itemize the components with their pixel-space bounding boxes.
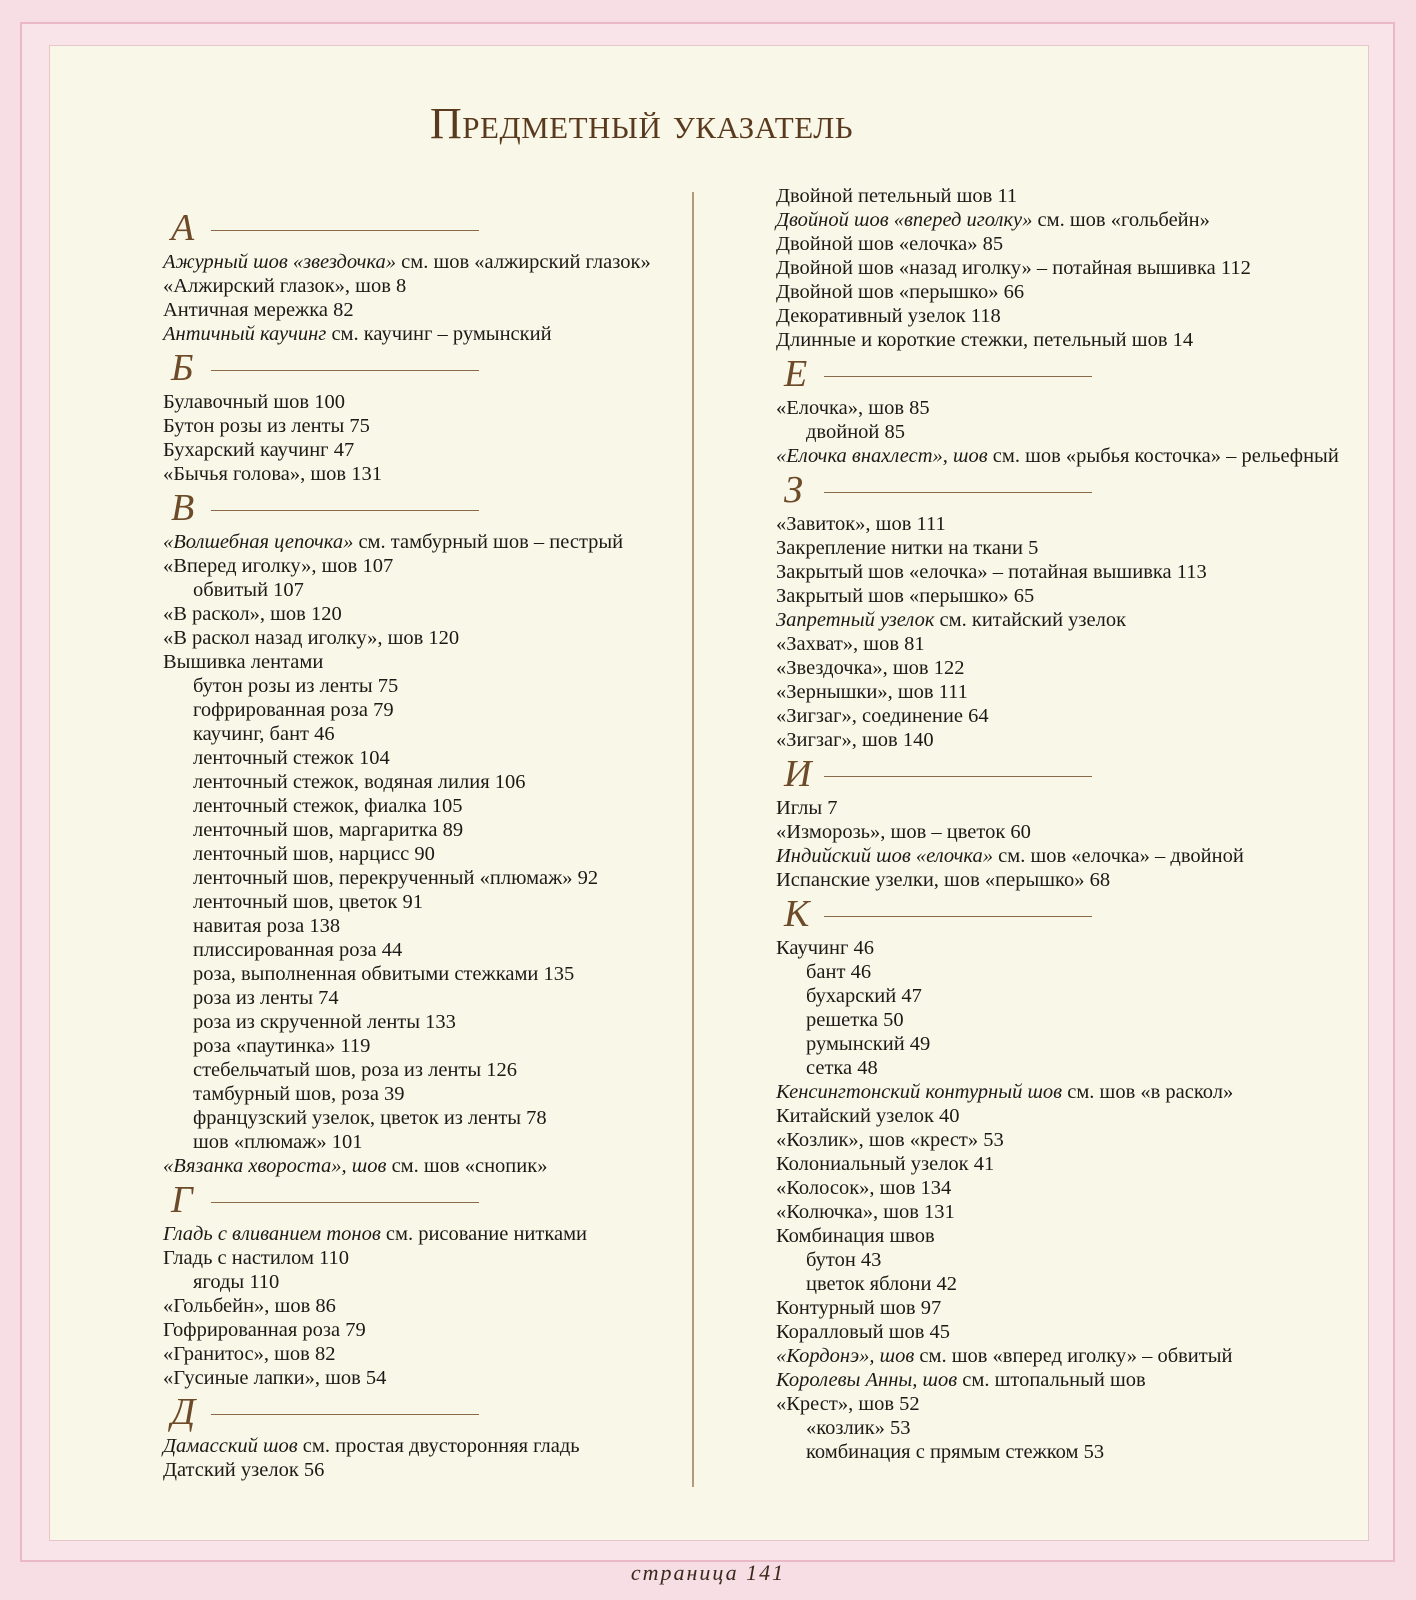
- entry-text: Гофрированная роза 79: [163, 1319, 366, 1341]
- entry-text: «В раскол», шов 120: [163, 603, 342, 625]
- entry-text: Датский узелок 56: [163, 1459, 325, 1481]
- index-entry: [776, 420, 1336, 444]
- entry-text: «Вперед иголку», шов 107: [163, 555, 394, 577]
- index-entry: [776, 536, 1336, 560]
- entry-text: румынский 49: [806, 1033, 931, 1055]
- index-entry: [163, 1342, 663, 1366]
- index-entry: [776, 704, 1336, 728]
- section-letter: В: [171, 487, 195, 529]
- entry-text: см. шов «снопик»: [386, 1155, 548, 1177]
- index-entry: [776, 1056, 1336, 1080]
- entry-text: стебельчатый шов, роза из ленты 126: [193, 1059, 518, 1081]
- index-entry: [776, 680, 1336, 704]
- section-letter: И: [784, 753, 812, 795]
- entry-text: «Завиток», шов 111: [776, 513, 946, 535]
- heading-rule: [211, 510, 479, 511]
- entry-text: «Зигзаг», шов 140: [776, 729, 934, 751]
- index-entry: [163, 1434, 663, 1458]
- index-entry: [163, 1246, 663, 1270]
- index-entry: [163, 322, 663, 346]
- entry-text: плиссированная роза 44: [193, 939, 403, 961]
- entry-term: Кенсингтонский контурный шов: [776, 1081, 1063, 1103]
- index-entry: [163, 438, 663, 462]
- index-entry: [776, 396, 1336, 420]
- entry-text: цветок яблони 42: [806, 1273, 958, 1295]
- entry-text: Двойной петельный шов 11: [776, 185, 1018, 207]
- entry-text: бухарский 47: [806, 985, 922, 1007]
- index-entry: [776, 1200, 1336, 1224]
- letter-heading: [163, 207, 663, 250]
- entry-text: бутон 43: [806, 1249, 882, 1271]
- index-entry: [776, 1344, 1336, 1368]
- entry-text: «Зернышки», шов 111: [776, 681, 968, 703]
- entry-text: см. шов «гольбейн»: [1032, 209, 1210, 231]
- index-entry: [163, 274, 663, 298]
- heading-rule: [211, 1202, 479, 1203]
- letter-heading: [776, 469, 1336, 512]
- entry-term: Античный каучинг: [163, 323, 327, 345]
- index-entry: [776, 656, 1336, 680]
- index-entry: [776, 1104, 1336, 1128]
- index-entry: [776, 1080, 1336, 1104]
- heading-rule: [211, 370, 479, 371]
- index-entry: [163, 698, 663, 722]
- index-entry: [776, 632, 1336, 656]
- heading-rule: [824, 376, 1092, 377]
- index-entry: [776, 1128, 1336, 1152]
- entry-text: Иглы 7: [776, 797, 838, 819]
- entry-text: ленточный шов, маргаритка 89: [193, 819, 464, 841]
- entry-text: Двойной шов «елочка» 85: [776, 233, 1004, 255]
- index-entry: [776, 304, 1336, 328]
- index-entry: [776, 960, 1336, 984]
- section-letter: Д: [171, 1391, 196, 1433]
- entry-text: каучинг, бант 46: [193, 723, 335, 745]
- section-letter: З: [784, 469, 803, 511]
- heading-rule: [824, 776, 1092, 777]
- entry-text: «Елочка», шов 85: [776, 397, 930, 419]
- entry-text: решетка 50: [806, 1009, 904, 1031]
- letter-heading: [163, 487, 663, 530]
- entry-text: ленточный стежок, фиалка 105: [193, 795, 463, 817]
- index-entry: [163, 866, 663, 890]
- entry-text: Бухарский каучинг 47: [163, 439, 355, 461]
- index-entry: [163, 626, 663, 650]
- entry-text: Вышивка лентами: [163, 651, 324, 673]
- index-entry: [776, 328, 1336, 352]
- entry-text: ленточный стежок 104: [193, 747, 390, 769]
- index-entry: [776, 1416, 1336, 1440]
- index-entry: [776, 608, 1336, 632]
- index-entry: [163, 1010, 663, 1034]
- page-title: Предметный указатель: [430, 99, 854, 148]
- entry-text: ягоды 110: [193, 1271, 280, 1293]
- entry-term: «Волшебная цепочка»: [163, 531, 354, 553]
- letter-heading: [163, 347, 663, 390]
- entry-text: «Гранитос», шов 82: [163, 1343, 336, 1365]
- entry-term: Дамасский шов: [163, 1435, 298, 1457]
- entry-term: «Кордонэ», шов: [776, 1345, 915, 1367]
- entry-text: «Звездочка», шов 122: [776, 657, 965, 679]
- entry-text: см. каучинг – румынский: [326, 323, 552, 345]
- index-entry: [776, 796, 1336, 820]
- index-entry: [776, 844, 1336, 868]
- entry-text: тамбурный шов, роза 39: [193, 1083, 405, 1105]
- entry-text: Каучинг 46: [776, 937, 874, 959]
- entry-text: Закрытый шов «елочка» – потайная вышивка 113: [776, 561, 1207, 583]
- entry-text: гофрированная роза 79: [193, 699, 394, 721]
- entry-text: навитая роза 138: [193, 915, 341, 937]
- index-entry: [776, 984, 1336, 1008]
- index-entry: [776, 868, 1336, 892]
- entry-text: «Изморозь», шов – цветок 60: [776, 821, 1031, 843]
- entry-text: Античная мережка 82: [163, 299, 354, 321]
- entry-text: «козлик» 53: [806, 1417, 911, 1439]
- index-entry: [776, 936, 1336, 960]
- entry-term: Королевы Анны, шов: [776, 1369, 958, 1391]
- heading-rule: [211, 230, 479, 231]
- page-number: страница 141: [630, 1560, 786, 1585]
- index-entry: [776, 1032, 1336, 1056]
- entry-text: Декоративный узелок 118: [776, 305, 1001, 327]
- index-entry: [163, 770, 663, 794]
- entry-text: см. штопальный шов: [957, 1369, 1146, 1391]
- section-letter: Г: [171, 1179, 193, 1221]
- entry-text: бант 46: [806, 961, 872, 983]
- letter-heading: [776, 353, 1336, 396]
- entry-term: Гладь с вливанием тонов: [163, 1223, 381, 1245]
- index-entry: [163, 1294, 663, 1318]
- index-entry: [163, 1082, 663, 1106]
- index-entry: [776, 728, 1336, 752]
- entry-text: роза «паутинка» 119: [193, 1035, 371, 1057]
- index-entry: [163, 890, 663, 914]
- entry-text: «Крест», шов 52: [776, 1393, 920, 1415]
- entry-text: см. шов «елочка» – двойной: [993, 845, 1244, 867]
- entry-text: см. тамбурный шов – пестрый: [353, 531, 624, 553]
- index-entry: [163, 818, 663, 842]
- index-entry: [163, 1154, 663, 1178]
- letter-heading: [163, 1391, 663, 1434]
- index-entry: [163, 462, 663, 486]
- entry-text: см. шов «алжирский глазок»: [396, 251, 651, 273]
- index-entry: [163, 578, 663, 602]
- heading-rule: [211, 1414, 479, 1415]
- entry-term: «Вязанка хвороста», шов: [163, 1155, 387, 1177]
- entry-text: ленточный стежок, водяная лилия 106: [193, 771, 526, 793]
- index-entry: [776, 444, 1339, 468]
- entry-text: роза из ленты 74: [193, 987, 339, 1009]
- entry-text: ленточный шов, нарцисс 90: [193, 843, 435, 865]
- entry-term: Запретный узелок: [776, 609, 935, 631]
- heading-rule: [824, 492, 1092, 493]
- entry-term: «Елочка внахлест», шов: [776, 445, 988, 467]
- index-entry: [163, 250, 663, 274]
- entry-term: Двойной шов «вперед иголку»: [776, 209, 1033, 231]
- index-entry: [776, 208, 1336, 232]
- entry-text: см. китайский узелок: [934, 609, 1127, 631]
- index-entry: [163, 1058, 663, 1082]
- section-letter: Е: [784, 353, 808, 395]
- index-entry: [163, 1366, 663, 1390]
- index-entry: [163, 938, 663, 962]
- index-entry: [163, 1130, 663, 1154]
- entry-text: см. шов «в раскол»: [1062, 1081, 1234, 1103]
- index-column-right: [776, 184, 1339, 1464]
- entry-text: см. рисование нитками: [380, 1223, 588, 1245]
- index-entry: [776, 1440, 1336, 1464]
- index-entry: [776, 1272, 1336, 1296]
- entry-text: шов «плюмаж» 101: [193, 1131, 363, 1153]
- entry-text: Бутон розы из ленты 75: [163, 415, 370, 437]
- entry-text: Колониальный узелок 41: [776, 1153, 995, 1175]
- entry-text: ленточный шов, перекрученный «плюмаж» 92: [193, 867, 599, 889]
- entry-term: Ажурный шов «звездочка»: [163, 251, 396, 273]
- letter-heading: [163, 1179, 663, 1222]
- index-entry: [163, 298, 663, 322]
- index-entry: [776, 1152, 1336, 1176]
- index-entry: [776, 584, 1336, 608]
- index-entry: [163, 1318, 663, 1342]
- entry-text: «В раскол назад иголку», шов 120: [163, 627, 460, 649]
- entry-text: «Колосок», шов 134: [776, 1177, 952, 1199]
- entry-text: Длинные и короткие стежки, петельный шов 14: [776, 329, 1194, 351]
- entry-text: Двойной шов «назад иголку» – потайная вышивка 112: [776, 257, 1251, 279]
- index-entry: [163, 914, 663, 938]
- index-entry: [163, 962, 663, 986]
- index-entry: [163, 1270, 663, 1294]
- entry-term: Индийский шов «елочка»: [776, 845, 994, 867]
- entry-text: Испанские узелки, шов «перышко» 68: [776, 869, 1111, 891]
- heading-rule: [824, 916, 1092, 917]
- index-entry: [163, 554, 663, 578]
- index-entry: [163, 530, 663, 554]
- index-entry: [163, 1222, 663, 1246]
- index-entry: [776, 1296, 1336, 1320]
- entry-text: Закрытый шов «перышко» 65: [776, 585, 1035, 607]
- index-entry: [163, 842, 663, 866]
- entry-text: «Бычья голова», шов 131: [163, 463, 382, 485]
- entry-text: «Захват», шов 81: [776, 633, 925, 655]
- entry-text: роза, выполненная обвитыми стежками 135: [193, 963, 575, 985]
- index-entry: [776, 256, 1336, 280]
- index-entry: [163, 602, 663, 626]
- entry-text: Китайский узелок 40: [776, 1105, 960, 1127]
- index-entry: [163, 674, 663, 698]
- entry-text: Гладь с настилом 110: [163, 1247, 350, 1269]
- entry-text: Комбинация швов: [776, 1225, 935, 1247]
- index-entry: [163, 390, 663, 414]
- entry-text: Контурный шов 97: [776, 1297, 942, 1319]
- entry-text: «Гусиные лапки», шов 54: [163, 1367, 387, 1389]
- index-entry: [776, 1008, 1336, 1032]
- entry-text: двойной 85: [806, 421, 906, 443]
- entry-text: см. шов «рыбья косточка» – рельефный: [987, 445, 1339, 467]
- index-entry: [776, 1176, 1336, 1200]
- entry-text: см. шов «вперед иголку» – обвитый: [914, 1345, 1233, 1367]
- index-entry: [776, 184, 1336, 208]
- index-column-left: [163, 206, 663, 1482]
- index-entry: [776, 1224, 1336, 1248]
- entry-text: бутон розы из ленты 75: [193, 675, 399, 697]
- section-letter: А: [171, 207, 195, 249]
- entry-text: роза из скрученной ленты 133: [193, 1011, 456, 1033]
- entry-text: «Гольбейн», шов 86: [163, 1295, 336, 1317]
- entry-text: сетка 48: [806, 1057, 878, 1079]
- index-entry: [776, 232, 1336, 256]
- section-letter: К: [784, 893, 810, 935]
- index-entry: [163, 746, 663, 770]
- entry-text: см. простая двусторонняя гладь: [297, 1435, 580, 1457]
- index-entry: [776, 1392, 1336, 1416]
- entry-text: «Козлик», шов «крест» 53: [776, 1129, 1004, 1151]
- entry-text: Коралловый шов 45: [776, 1321, 951, 1343]
- index-entry: [163, 1034, 663, 1058]
- entry-text: французский узелок, цветок из ленты 78: [193, 1107, 547, 1129]
- index-entry: [776, 280, 1336, 304]
- entry-text: комбинация с прямым стежком 53: [806, 1441, 1105, 1463]
- entry-text: Булавочный шов 100: [163, 391, 345, 413]
- index-entry: [163, 794, 663, 818]
- entry-text: Закрепление нитки на ткани 5: [776, 537, 1039, 559]
- index-entry: [163, 650, 663, 674]
- index-entry: [163, 1458, 663, 1482]
- letter-heading: [776, 893, 1336, 936]
- entry-text: Двойной шов «перышко» 66: [776, 281, 1025, 303]
- index-entry: [776, 1320, 1336, 1344]
- index-entry: [163, 722, 663, 746]
- entry-text: обвитый 107: [193, 579, 304, 601]
- column-divider: [692, 192, 694, 1487]
- index-entry: [776, 1248, 1336, 1272]
- entry-text: ленточный шов, цветок 91: [193, 891, 423, 913]
- entry-text: «Алжирский глазок», шов 8: [163, 275, 407, 297]
- index-entry: [163, 986, 663, 1010]
- index-entry: [776, 820, 1336, 844]
- index-entry: [163, 1106, 663, 1130]
- entry-text: «Колючка», шов 131: [776, 1201, 955, 1223]
- index-entry: [776, 560, 1336, 584]
- entry-text: «Зигзаг», соединение 64: [776, 705, 989, 727]
- index-entry: [776, 1368, 1336, 1392]
- letter-heading: [776, 753, 1336, 796]
- index-entry: [776, 512, 1336, 536]
- index-entry: [163, 414, 663, 438]
- section-letter: Б: [171, 347, 194, 389]
